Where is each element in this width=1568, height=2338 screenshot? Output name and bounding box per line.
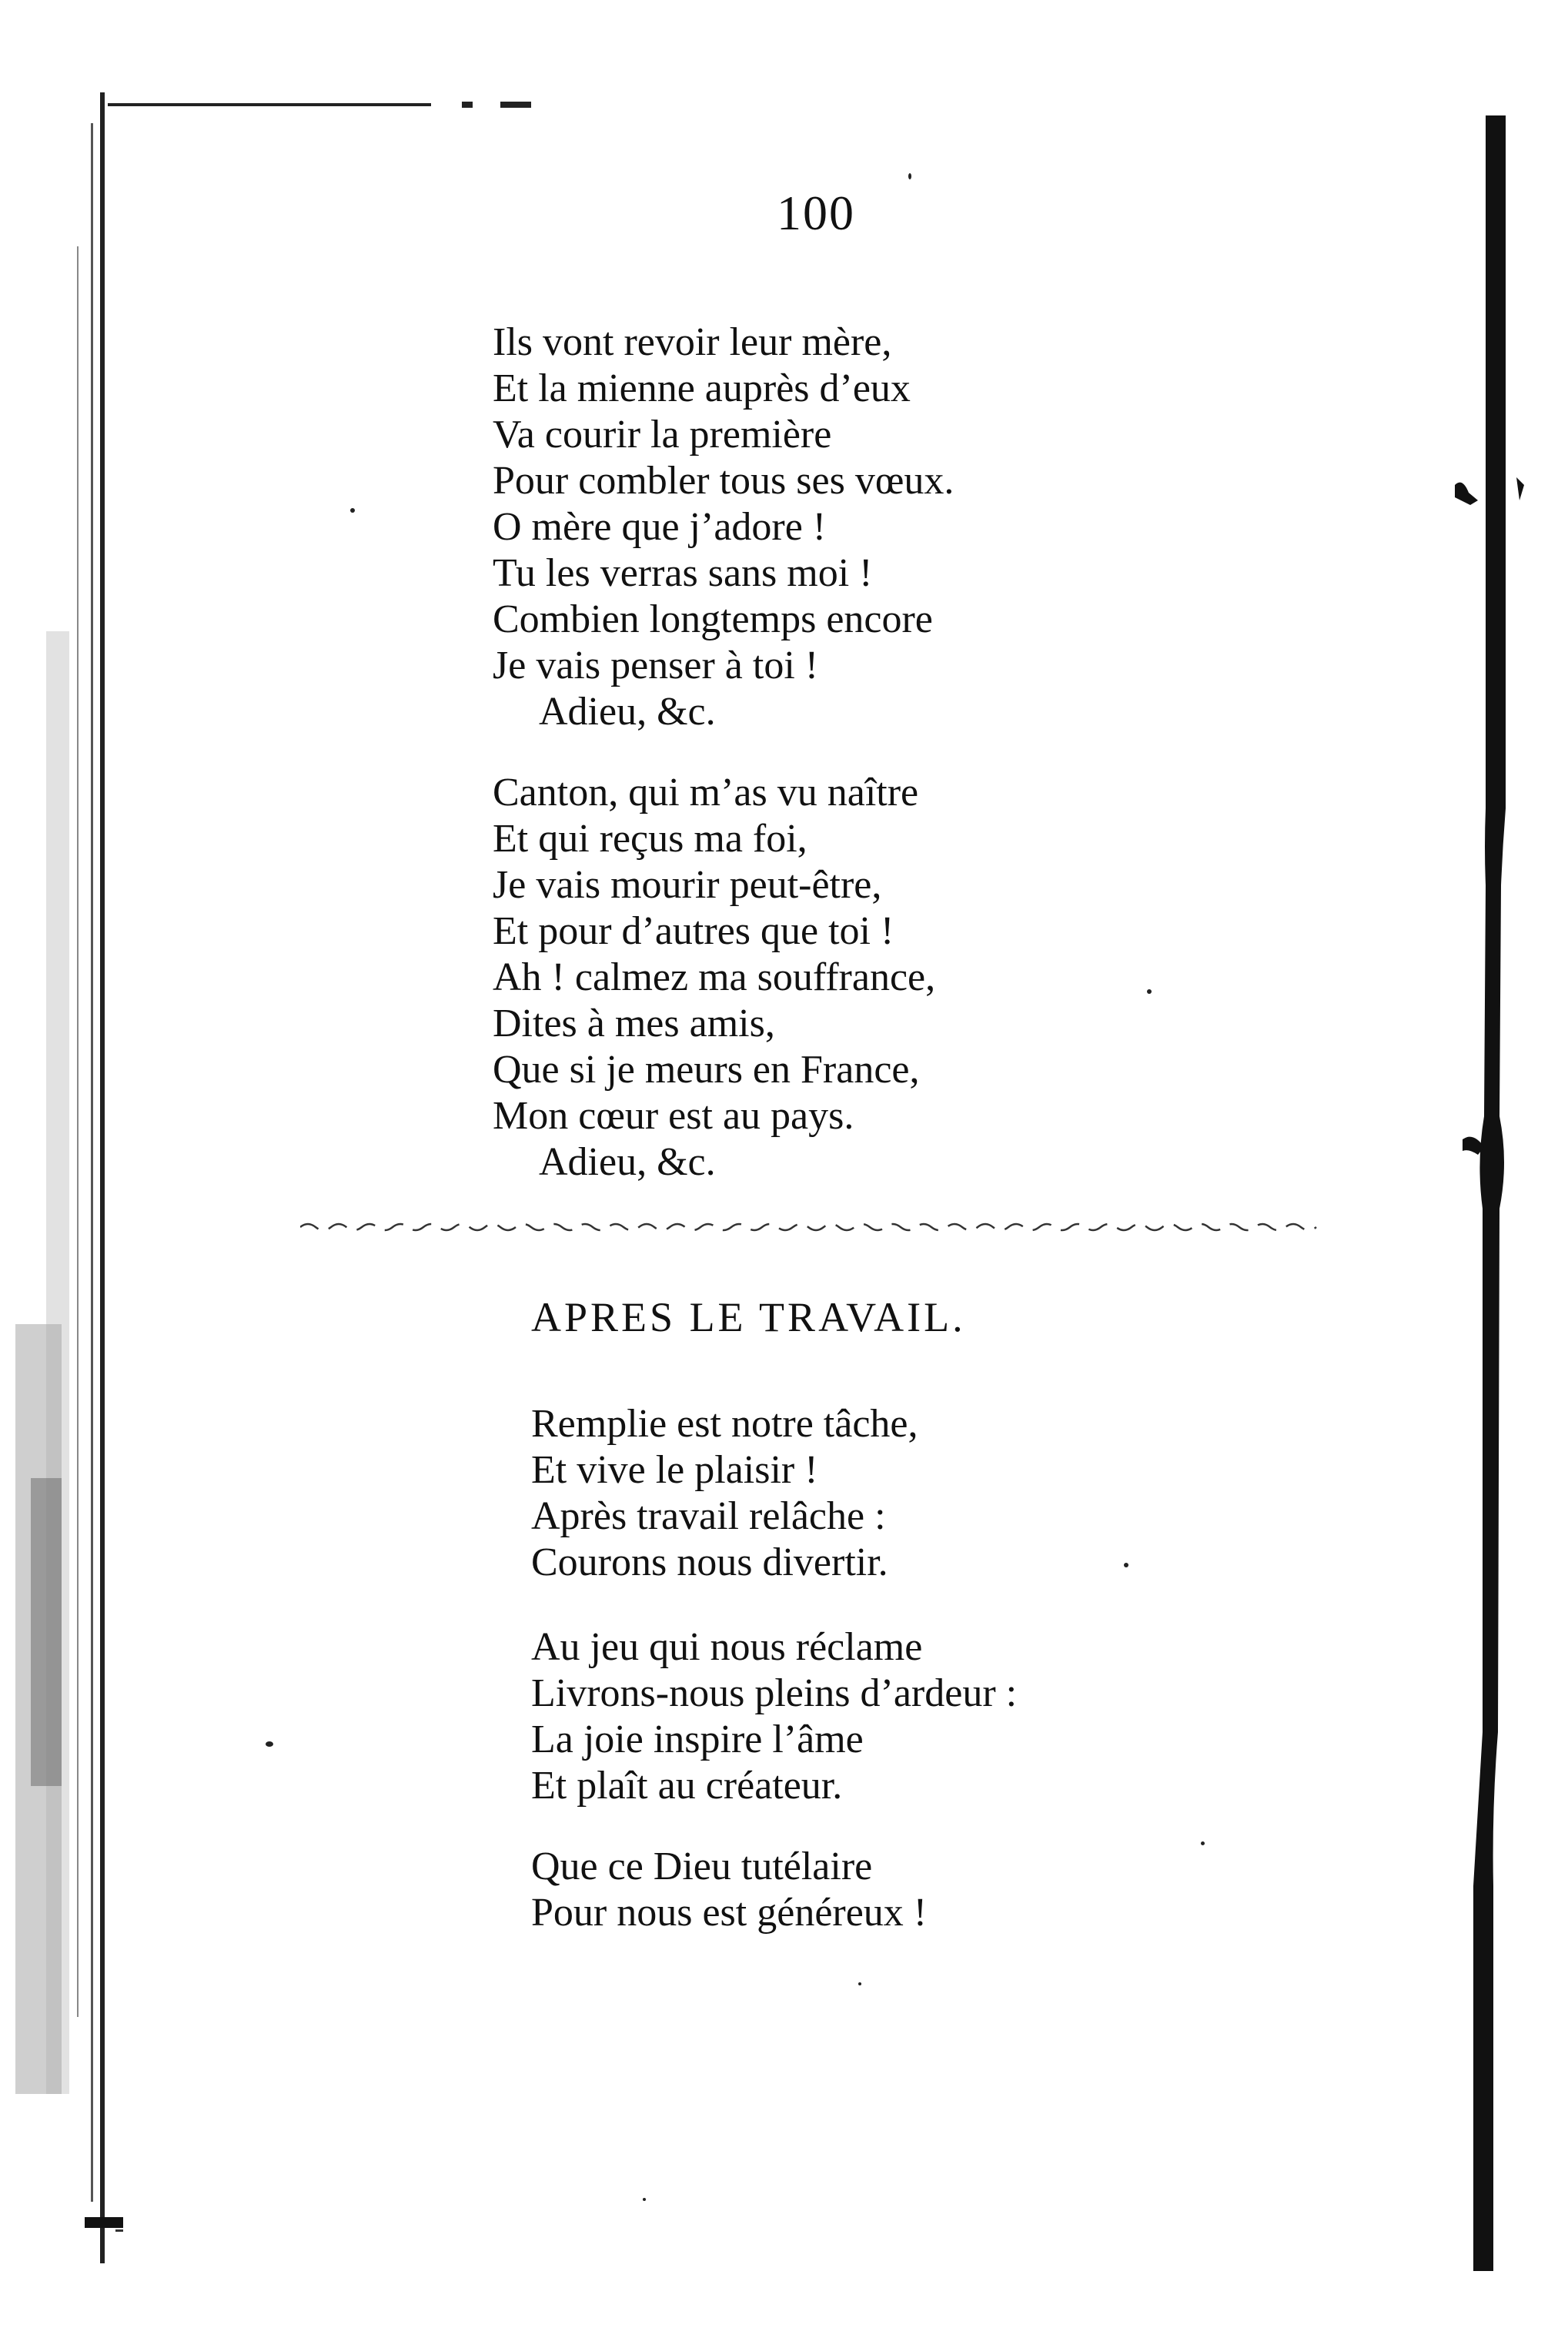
stanza-5 (531, 1844, 927, 1936)
right-page-edge (1455, 115, 1563, 2271)
verse-line: Et vive le plaisir ! (531, 1448, 818, 1492)
verse-line: Va courir la première (493, 413, 832, 457)
verse-line: Et la mienne auprès d’eux (493, 366, 911, 410)
verse-line: Remplie est notre tâche, (531, 1402, 918, 1446)
verse-line: Ah ! calmez ma souffrance, (493, 955, 936, 999)
poem-title: APRES LE TRAVAIL. (531, 1294, 966, 1340)
verse-line: Au jeu qui nous réclame (531, 1625, 923, 1669)
stanza-3 (531, 1401, 918, 1586)
verse-line: O mère que j’adore ! (493, 505, 827, 549)
verse-line: Canton, qui m’as vu naître (493, 771, 919, 814)
left-binding-edge (0, 92, 123, 2263)
verse-line: Pour nous est généreux ! (531, 1891, 928, 1935)
verse-line: Et qui reçus ma foi, (493, 817, 807, 861)
verse-line: La joie inspire l’âme (531, 1718, 864, 1761)
verse-line: Je vais penser à toi ! (493, 644, 819, 687)
stanza-2 (493, 770, 935, 1186)
ornamental-divider (300, 1215, 1324, 1238)
refrain-line: Adieu, &c. (539, 1140, 716, 1184)
stanza-4 (531, 1624, 1017, 1809)
verse-line: Pour combler tous ses vœux. (493, 459, 955, 503)
page-number: 100 (777, 186, 855, 240)
verse-line: Livrons-nous pleins d’ardeur : (531, 1671, 1018, 1715)
verse-line: Que ce Dieu tutélaire (531, 1845, 873, 1888)
scan-speck (643, 2198, 646, 2201)
refrain-line: Adieu, &c. (539, 690, 716, 734)
verse-line: Que si je meurs en France, (493, 1048, 920, 1092)
top-rule (108, 100, 554, 109)
verse-line: Courons nous divertir. (531, 1540, 888, 1584)
stanza-1 (493, 319, 954, 735)
verse-line: Je vais mourir peut-être, (493, 863, 882, 907)
verse-line: Et plaît au créateur. (531, 1764, 843, 1808)
verse-line: Mon cœur est au pays. (493, 1094, 854, 1138)
verse-line: Et pour d’autres que toi ! (493, 909, 894, 953)
verse-line: Combien longtemps encore (493, 597, 933, 641)
scan-speck (1201, 1841, 1205, 1845)
verse-line: Dites à mes amis, (493, 1002, 775, 1045)
scan-speck (1147, 989, 1152, 994)
scan-speck (350, 508, 355, 513)
scan-speck (858, 1982, 861, 1985)
verse-line: Après travail relâche : (531, 1494, 886, 1538)
scan-speck (266, 1741, 273, 1747)
scan-speck (908, 173, 911, 179)
scan-speck (1124, 1563, 1128, 1567)
verse-line: Ils vont revoir leur mère, (493, 320, 892, 364)
verse-line: Tu les verras sans moi ! (493, 551, 873, 595)
